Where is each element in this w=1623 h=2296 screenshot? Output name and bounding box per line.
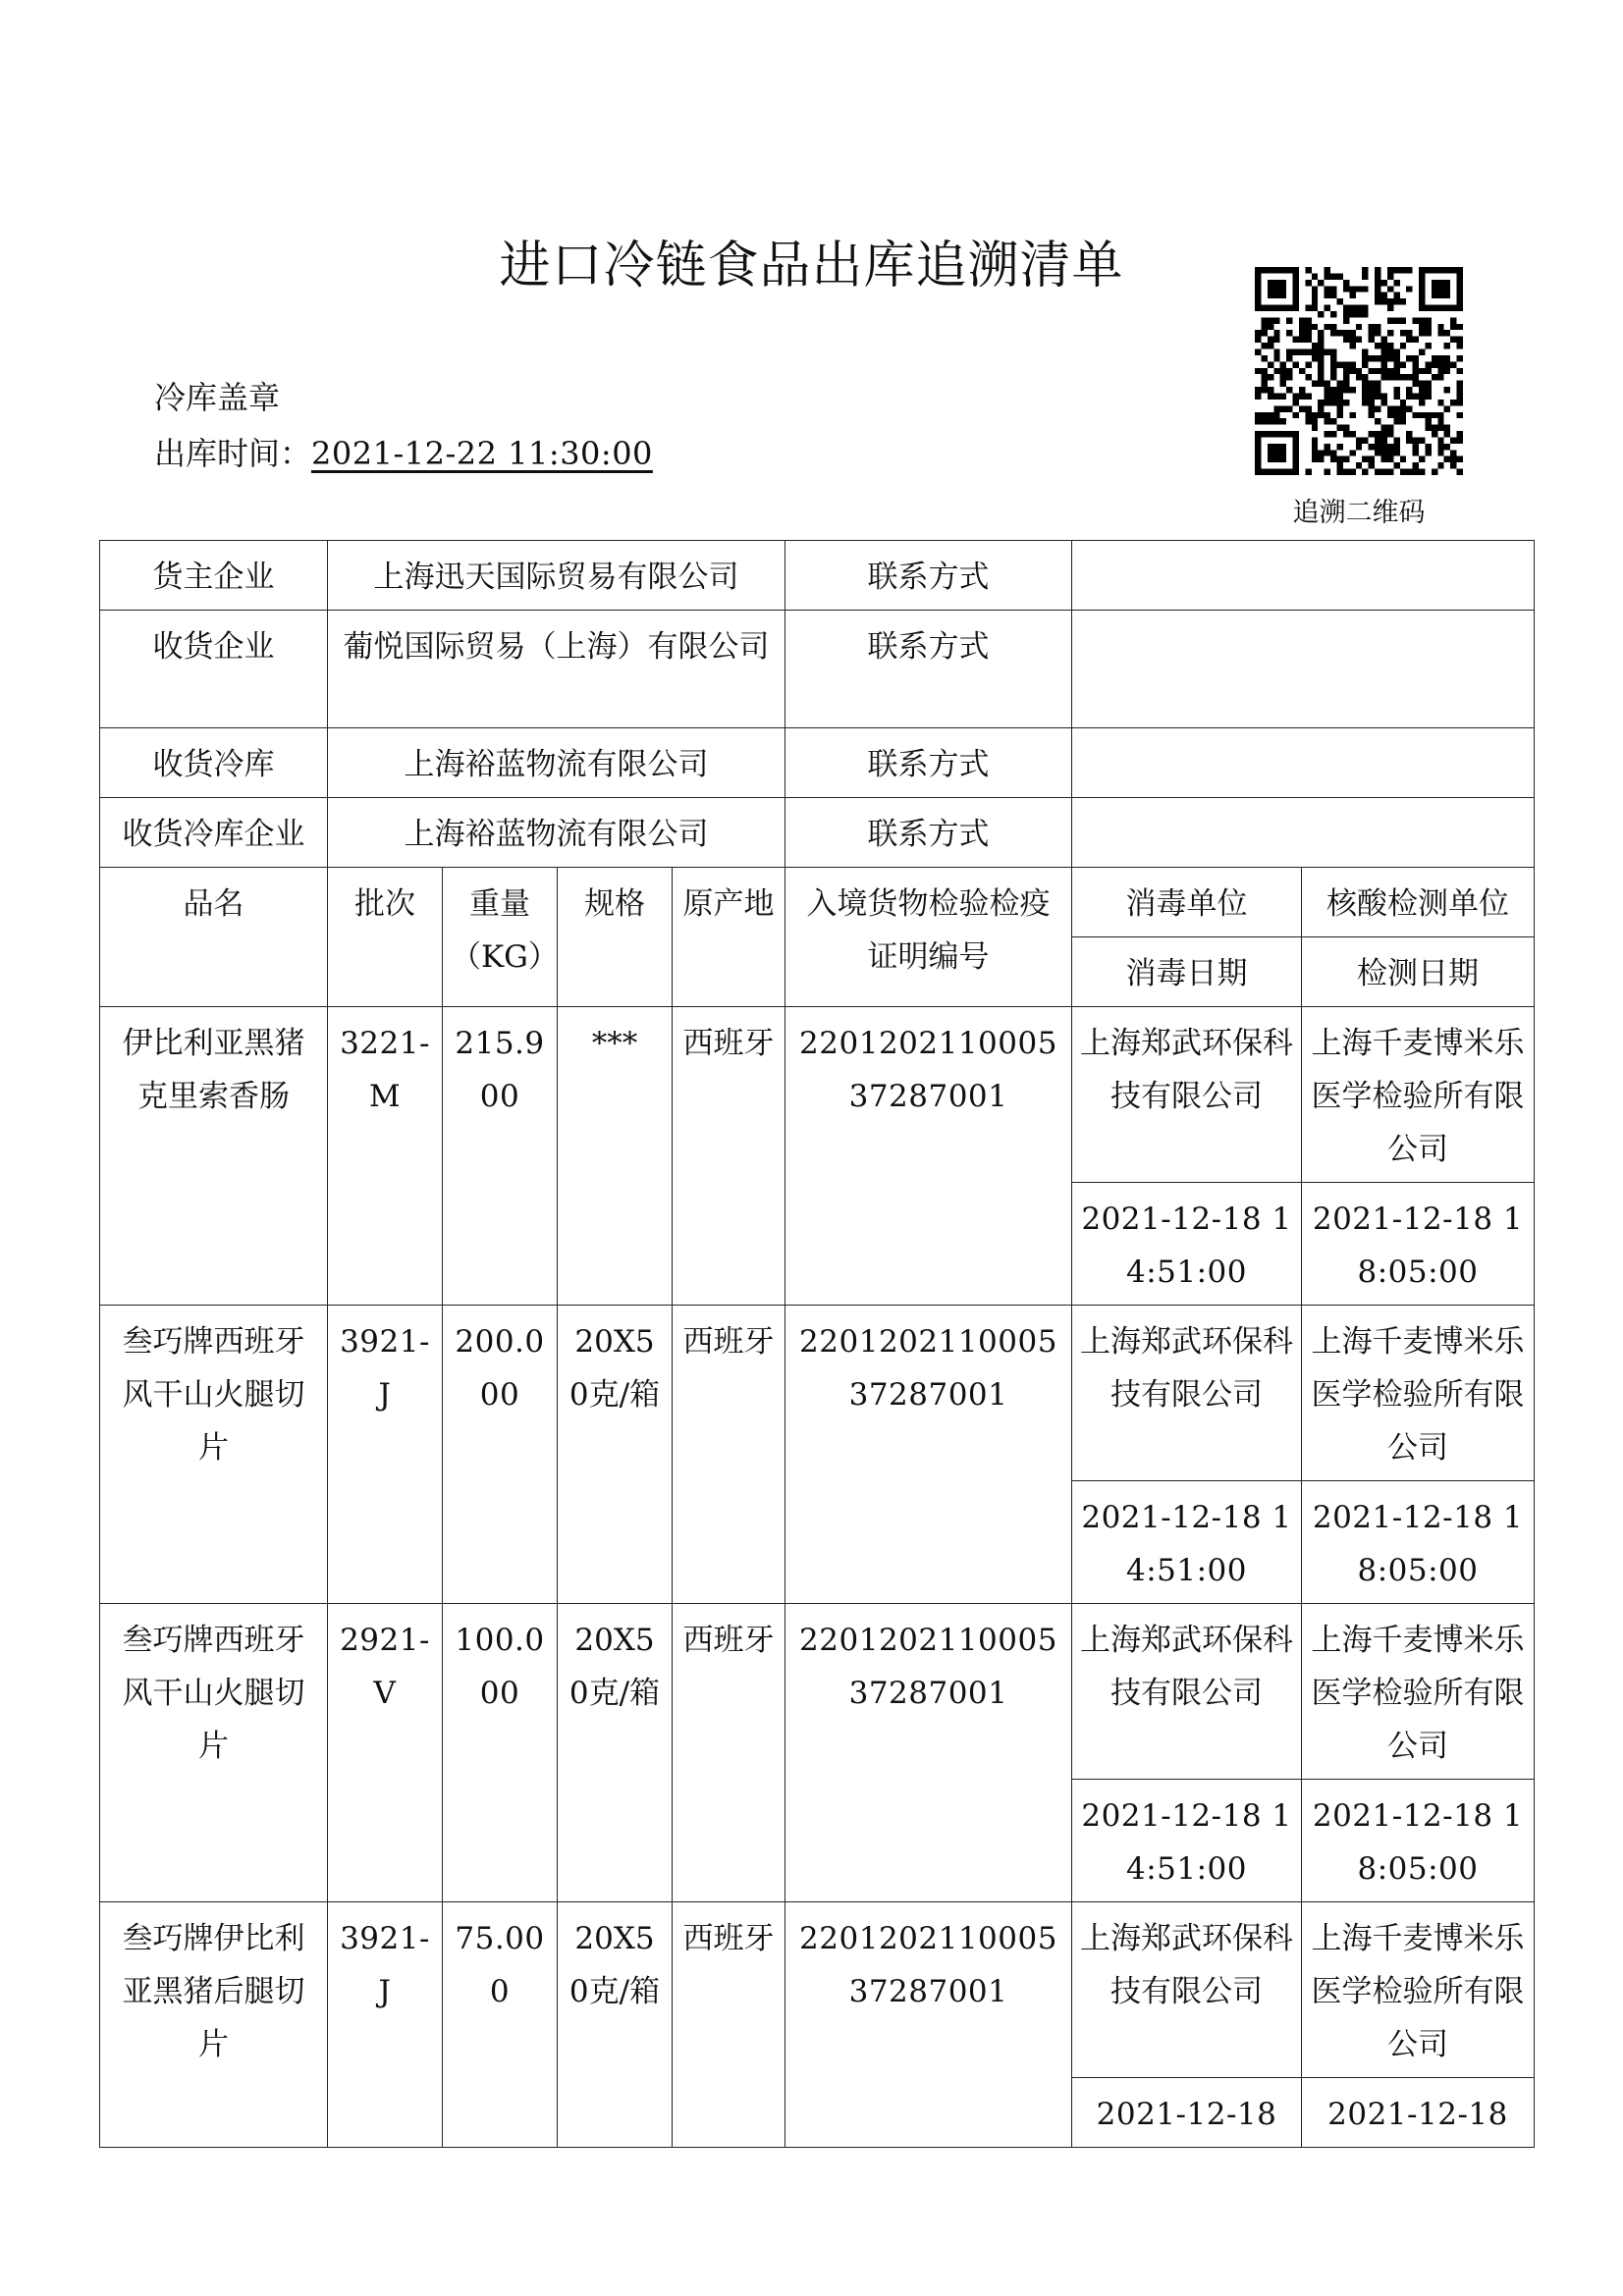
stamp-label: 冷库盖章 [154,379,281,416]
header-batch: 批次 [328,868,443,1007]
trace-table [99,540,1535,2148]
product-nucleic-unit: 上海千麦博米乐医学检验所有限公司 [1302,1604,1535,1780]
product-test-date: 2021-12-18 [1302,2078,1535,2148]
product-nucleic-unit: 上海千麦博米乐医学检验所有限公司 [1302,1902,1535,2078]
contact-value [1072,611,1535,728]
header-row [100,868,1535,937]
info-row [100,728,1535,798]
product-name: 叁巧牌伊比利亚黑猪后腿切片 [100,1902,328,2148]
product-batch: 3921-J [328,1902,443,2148]
info-label: 货主企业 [100,541,328,611]
header-name: 品名 [100,868,328,1007]
product-row [100,1604,1535,1780]
product-disinfect-unit: 上海郑武环保科技有限公司 [1072,1306,1302,1481]
product-row [100,1007,1535,1183]
product-disinfect-date: 2021-12-18 14:51:00 [1072,1183,1302,1306]
header-spec: 规格 [558,868,673,1007]
product-spec: 20X50克/箱 [558,1306,673,1604]
product-origin: 西班牙 [673,1604,785,1902]
contact-label: 联系方式 [785,541,1072,611]
product-batch: 3921-J [328,1306,443,1604]
product-test-date: 2021-12-18 18:05:00 [1302,1481,1535,1604]
product-weight: 200.000 [443,1306,558,1604]
product-weight: 215.900 [443,1007,558,1306]
product-spec: *** [558,1007,673,1306]
qr-code-image [1255,267,1463,475]
info-label: 收货冷库 [100,728,328,798]
info-row [100,541,1535,611]
header-weight: 重量（KG） [443,868,558,1007]
product-name: 伊比利亚黑猪克里索香肠 [100,1007,328,1306]
product-nucleic-unit: 上海千麦博米乐医学检验所有限公司 [1302,1306,1535,1481]
contact-label: 联系方式 [785,611,1072,728]
info-value: 上海裕蓝物流有限公司 [328,728,785,798]
product-batch: 2921-V [328,1604,443,1902]
product-weight: 100.000 [443,1604,558,1902]
product-nucleic-unit: 上海千麦博米乐医学检验所有限公司 [1302,1007,1535,1183]
product-cert: 220120211000537287001 [785,1902,1072,2148]
product-disinfect-date: 2021-12-18 14:51:00 [1072,1481,1302,1604]
outbound-time [154,429,653,474]
product-origin: 西班牙 [673,1306,785,1604]
product-spec: 20X50克/箱 [558,1902,673,2148]
product-disinfect-unit: 上海郑武环保科技有限公司 [1072,1007,1302,1183]
product-row [100,1306,1535,1481]
page-title: 进口冷链食品出库追溯清单 [499,237,1124,295]
header-disinfect-date: 消毒日期 [1072,937,1302,1007]
contact-value [1072,728,1535,798]
header-origin: 原产地 [673,868,785,1007]
product-cert: 220120211000537287001 [785,1306,1072,1604]
info-value: 葡悦国际贸易（上海）有限公司 [328,611,785,728]
info-row [100,611,1535,728]
product-row [100,1902,1535,2078]
product-origin: 西班牙 [673,1007,785,1306]
info-value: 上海裕蓝物流有限公司 [328,798,785,868]
qr-code [1255,267,1463,475]
product-test-date: 2021-12-18 18:05:00 [1302,1183,1535,1306]
contact-label: 联系方式 [785,798,1072,868]
product-name: 叁巧牌西班牙风干山火腿切片 [100,1306,328,1604]
outbound-time-value: 2021-12-22 11:30:00 [311,435,653,472]
product-spec: 20X50克/箱 [558,1604,673,1902]
header-nucleic-unit: 核酸检测单位 [1302,868,1535,937]
qr-caption: 追溯二维码 [1292,498,1426,528]
product-cert: 220120211000537287001 [785,1604,1072,1902]
header-disinfect-unit: 消毒单位 [1072,868,1302,937]
contact-label: 联系方式 [785,728,1072,798]
product-batch: 3221-M [328,1007,443,1306]
info-row [100,798,1535,868]
outbound-time-label: 出库时间： [154,435,312,472]
product-disinfect-date: 2021-12-18 14:51:00 [1072,1780,1302,1902]
product-disinfect-unit: 上海郑武环保科技有限公司 [1072,1902,1302,2078]
product-disinfect-date: 2021-12-18 [1072,2078,1302,2148]
product-test-date: 2021-12-18 18:05:00 [1302,1780,1535,1902]
header-test-date: 检测日期 [1302,937,1535,1007]
info-value: 上海迅天国际贸易有限公司 [328,541,785,611]
product-disinfect-unit: 上海郑武环保科技有限公司 [1072,1604,1302,1780]
contact-value [1072,541,1535,611]
product-name: 叁巧牌西班牙风干山火腿切片 [100,1604,328,1902]
info-label: 收货冷库企业 [100,798,328,868]
info-label: 收货企业 [100,611,328,728]
product-cert: 220120211000537287001 [785,1007,1072,1306]
product-weight: 75.000 [443,1902,558,2148]
contact-value [1072,798,1535,868]
header-cert: 入境货物检验检疫证明编号 [785,868,1072,1007]
product-origin: 西班牙 [673,1902,785,2148]
